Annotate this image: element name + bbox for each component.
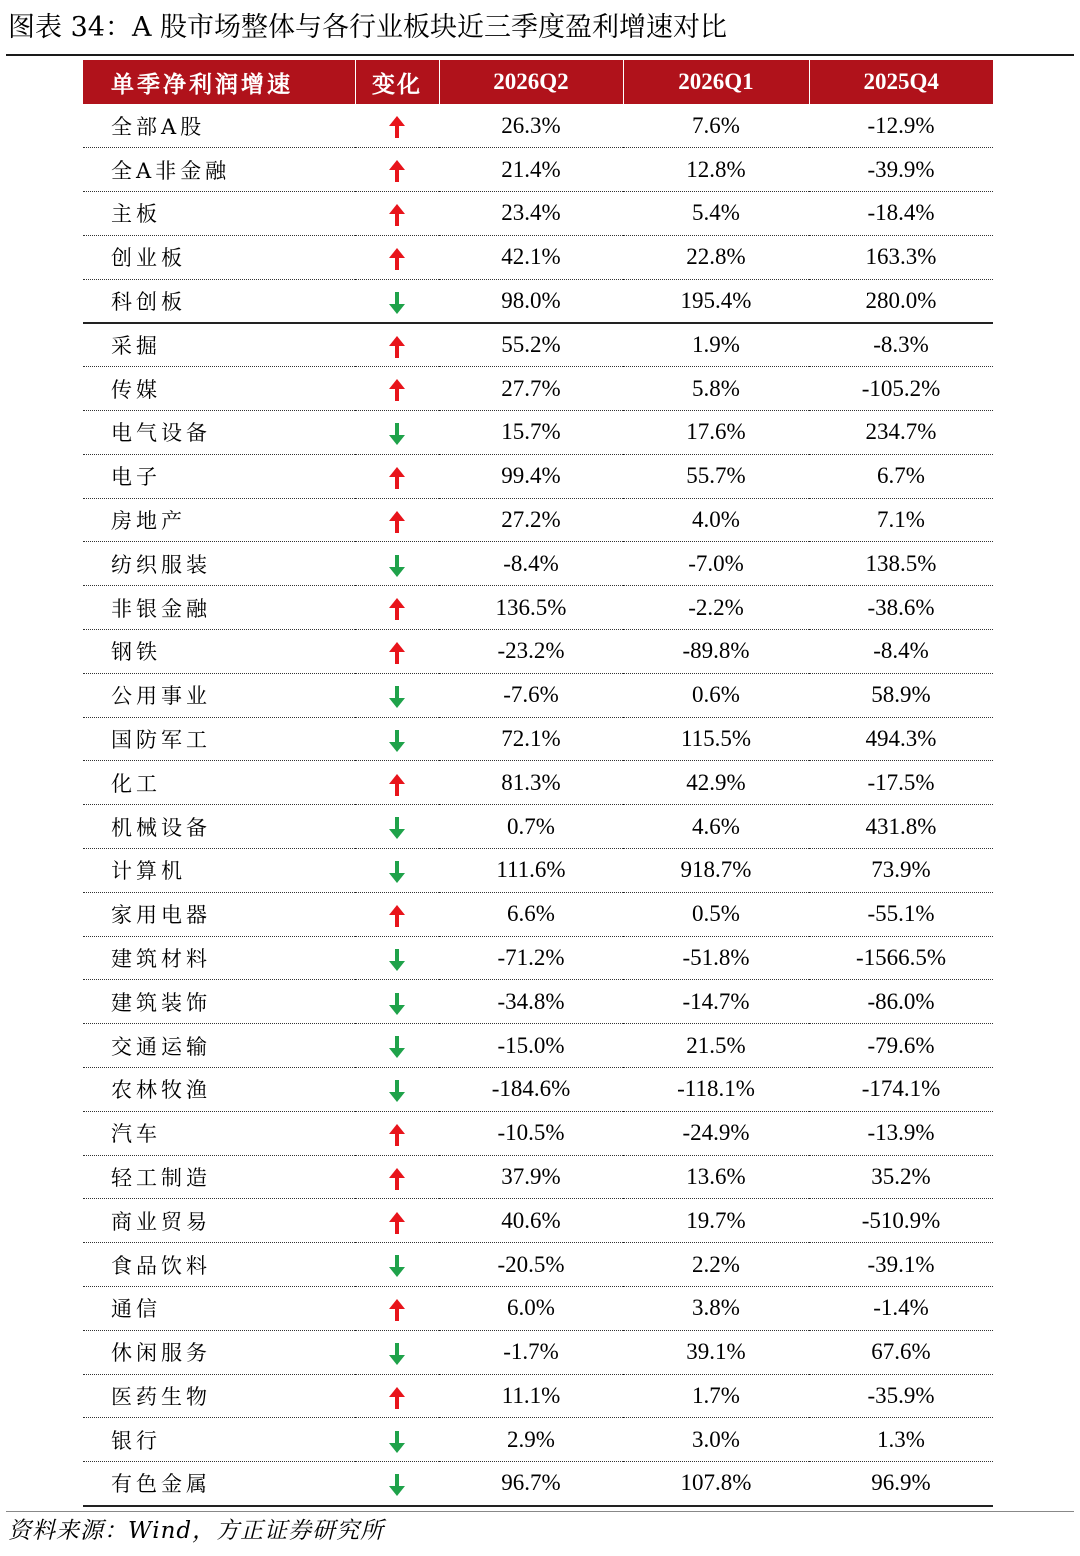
change-cell: [355, 192, 439, 236]
change-cell: [355, 235, 439, 279]
arrow-up-icon: [387, 598, 407, 620]
value-2026q1: 3.8%: [623, 1287, 809, 1331]
header-2026q1: 2026Q1: [623, 60, 809, 104]
value-2025q4: -38.6%: [809, 586, 993, 630]
change-cell: [355, 980, 439, 1024]
value-2025q4: 280.0%: [809, 279, 993, 323]
change-cell: [355, 104, 439, 148]
change-cell: [355, 1418, 439, 1462]
table-row: [83, 936, 993, 980]
arrow-up-icon: [387, 774, 407, 796]
value-2025q4: -79.6%: [809, 1024, 993, 1068]
value-2025q4: 73.9%: [809, 849, 993, 893]
arrow-down-icon: [387, 861, 407, 883]
arrow-up-icon: [387, 248, 407, 270]
value-2026q1: -2.2%: [623, 586, 809, 630]
arrow-up-icon: [387, 160, 407, 182]
value-2025q4: -86.0%: [809, 980, 993, 1024]
value-2026q1: 12.8%: [623, 148, 809, 192]
value-2026q1: -14.7%: [623, 980, 809, 1024]
title-rule: [6, 54, 1074, 56]
arrow-up-icon: [387, 1124, 407, 1146]
value-2026q1: 115.5%: [623, 717, 809, 761]
change-cell: [355, 498, 439, 542]
value-2026q2: -8.4%: [439, 542, 623, 586]
value-2026q1: -89.8%: [623, 630, 809, 674]
table-row: [83, 849, 993, 893]
row-label: 通信: [83, 1287, 355, 1331]
table-body: [83, 104, 993, 1506]
arrow-up-icon: [387, 1299, 407, 1321]
value-2026q2: 37.9%: [439, 1155, 623, 1199]
value-2026q1: -24.9%: [623, 1111, 809, 1155]
table-row: [83, 1462, 993, 1506]
change-cell: [355, 805, 439, 849]
value-2025q4: -35.9%: [809, 1374, 993, 1418]
value-2026q1: 55.7%: [623, 454, 809, 498]
value-2026q1: 17.6%: [623, 411, 809, 455]
value-2026q2: -7.6%: [439, 673, 623, 717]
table-row: [83, 1418, 993, 1462]
table-row: [83, 411, 993, 455]
row-label: 医药生物: [83, 1374, 355, 1418]
figure-title: 图表 34：A 股市场整体与各行业板块近三季度盈利增速对比: [8, 12, 728, 43]
header-2026q2: 2026Q2: [439, 60, 623, 104]
arrow-down-icon: [387, 1255, 407, 1277]
row-label: 非银金融: [83, 586, 355, 630]
change-cell: [355, 323, 439, 367]
arrow-up-icon: [387, 1387, 407, 1409]
row-label: 电气设备: [83, 411, 355, 455]
row-label: 交通运输: [83, 1024, 355, 1068]
value-2025q4: -13.9%: [809, 1111, 993, 1155]
arrow-down-icon: [387, 686, 407, 708]
row-label: 全A非金融: [83, 148, 355, 192]
value-2025q4: -39.9%: [809, 148, 993, 192]
value-2026q2: 81.3%: [439, 761, 623, 805]
change-cell: [355, 1374, 439, 1418]
profit-growth-table: [83, 60, 993, 1507]
arrow-down-icon: [387, 555, 407, 577]
value-2026q2: -1.7%: [439, 1330, 623, 1374]
value-2026q1: 3.0%: [623, 1418, 809, 1462]
row-label: 科创板: [83, 279, 355, 323]
value-2025q4: -12.9%: [809, 104, 993, 148]
change-cell: [355, 454, 439, 498]
value-2026q2: 21.4%: [439, 148, 623, 192]
row-label: 休闲服务: [83, 1330, 355, 1374]
value-2026q2: 55.2%: [439, 323, 623, 367]
value-2026q2: 15.7%: [439, 411, 623, 455]
table-row: [83, 980, 993, 1024]
arrow-down-icon: [387, 423, 407, 445]
value-2026q2: -15.0%: [439, 1024, 623, 1068]
value-2025q4: 96.9%: [809, 1462, 993, 1506]
arrow-down-icon: [387, 949, 407, 971]
row-label: 纺织服装: [83, 542, 355, 586]
row-label: 电子: [83, 454, 355, 498]
value-2026q2: -71.2%: [439, 936, 623, 980]
table-row: [83, 1330, 993, 1374]
value-2026q1: -51.8%: [623, 936, 809, 980]
change-cell: [355, 411, 439, 455]
value-2026q1: 0.5%: [623, 892, 809, 936]
value-2026q2: 6.0%: [439, 1287, 623, 1331]
table-row: [83, 454, 993, 498]
arrow-down-icon: [387, 292, 407, 314]
change-cell: [355, 542, 439, 586]
value-2026q2: 27.7%: [439, 367, 623, 411]
value-2026q2: -34.8%: [439, 980, 623, 1024]
value-2025q4: 494.3%: [809, 717, 993, 761]
row-label: 有色金属: [83, 1462, 355, 1506]
change-cell: [355, 1068, 439, 1112]
value-2026q1: 1.7%: [623, 1374, 809, 1418]
change-cell: [355, 1155, 439, 1199]
row-label: 国防军工: [83, 717, 355, 761]
header-metric: 单季净利润增速: [83, 60, 355, 104]
value-2026q2: 26.3%: [439, 104, 623, 148]
change-cell: [355, 761, 439, 805]
row-label: 轻工制造: [83, 1155, 355, 1199]
arrow-up-icon: [387, 642, 407, 664]
value-2026q1: 21.5%: [623, 1024, 809, 1068]
value-2026q2: 23.4%: [439, 192, 623, 236]
source-note: 资料来源：Wind，方正证券研究所: [8, 1518, 385, 1544]
value-2025q4: 234.7%: [809, 411, 993, 455]
change-cell: [355, 1330, 439, 1374]
change-cell: [355, 849, 439, 893]
table-row: [83, 323, 993, 367]
value-2026q1: 195.4%: [623, 279, 809, 323]
value-2025q4: 431.8%: [809, 805, 993, 849]
value-2026q2: -10.5%: [439, 1111, 623, 1155]
value-2026q2: -20.5%: [439, 1243, 623, 1287]
arrow-down-icon: [387, 1474, 407, 1496]
value-2026q1: 5.4%: [623, 192, 809, 236]
header-2025q4: 2025Q4: [809, 60, 993, 104]
arrow-up-icon: [387, 379, 407, 401]
row-label: 钢铁: [83, 630, 355, 674]
value-2026q2: -184.6%: [439, 1068, 623, 1112]
value-2026q2: 2.9%: [439, 1418, 623, 1462]
header-row: [83, 60, 993, 104]
value-2026q1: 4.0%: [623, 498, 809, 542]
change-cell: [355, 279, 439, 323]
row-label: 家用电器: [83, 892, 355, 936]
value-2026q1: 918.7%: [623, 849, 809, 893]
table-row: [83, 542, 993, 586]
value-2026q1: 1.9%: [623, 323, 809, 367]
value-2025q4: -18.4%: [809, 192, 993, 236]
table-row: [83, 498, 993, 542]
value-2026q1: 0.6%: [623, 673, 809, 717]
row-label: 公用事业: [83, 673, 355, 717]
value-2026q2: 98.0%: [439, 279, 623, 323]
row-label: 银行: [83, 1418, 355, 1462]
arrow-up-icon: [387, 467, 407, 489]
table-row: [83, 235, 993, 279]
value-2025q4: -105.2%: [809, 367, 993, 411]
table-row: [83, 761, 993, 805]
row-label: 化工: [83, 761, 355, 805]
value-2026q2: 111.6%: [439, 849, 623, 893]
value-2025q4: 67.6%: [809, 1330, 993, 1374]
table-row: [83, 1199, 993, 1243]
change-cell: [355, 1462, 439, 1506]
arrow-down-icon: [387, 1080, 407, 1102]
value-2025q4: 7.1%: [809, 498, 993, 542]
value-2025q4: 58.9%: [809, 673, 993, 717]
value-2026q2: 42.1%: [439, 235, 623, 279]
table-row: [83, 192, 993, 236]
value-2026q1: -7.0%: [623, 542, 809, 586]
value-2025q4: 163.3%: [809, 235, 993, 279]
row-label: 创业板: [83, 235, 355, 279]
change-cell: [355, 1024, 439, 1068]
arrow-up-icon: [387, 1168, 407, 1190]
value-2026q1: 4.6%: [623, 805, 809, 849]
value-2026q2: -23.2%: [439, 630, 623, 674]
value-2026q2: 99.4%: [439, 454, 623, 498]
row-label: 传媒: [83, 367, 355, 411]
table-row: [83, 279, 993, 323]
change-cell: [355, 1287, 439, 1331]
table-row: [83, 586, 993, 630]
row-label: 建筑装饰: [83, 980, 355, 1024]
table-row: [83, 805, 993, 849]
change-cell: [355, 148, 439, 192]
arrow-up-icon: [387, 116, 407, 138]
arrow-down-icon: [387, 1431, 407, 1453]
value-2025q4: -1.4%: [809, 1287, 993, 1331]
value-2025q4: 35.2%: [809, 1155, 993, 1199]
row-label: 建筑材料: [83, 936, 355, 980]
value-2026q1: 22.8%: [623, 235, 809, 279]
table-row: [83, 1068, 993, 1112]
arrow-up-icon: [387, 336, 407, 358]
value-2026q2: 11.1%: [439, 1374, 623, 1418]
arrow-down-icon: [387, 1343, 407, 1365]
change-cell: [355, 367, 439, 411]
change-cell: [355, 586, 439, 630]
value-2026q1: 5.8%: [623, 367, 809, 411]
arrow-down-icon: [387, 730, 407, 752]
table-row: [83, 1024, 993, 1068]
value-2025q4: -39.1%: [809, 1243, 993, 1287]
value-2025q4: -174.1%: [809, 1068, 993, 1112]
value-2025q4: -17.5%: [809, 761, 993, 805]
value-2026q1: 13.6%: [623, 1155, 809, 1199]
value-2026q1: 42.9%: [623, 761, 809, 805]
value-2026q2: 96.7%: [439, 1462, 623, 1506]
table-row: [83, 1287, 993, 1331]
row-label: 食品饮料: [83, 1243, 355, 1287]
change-cell: [355, 717, 439, 761]
change-cell: [355, 1111, 439, 1155]
table-row: [83, 148, 993, 192]
row-label: 计算机: [83, 849, 355, 893]
change-cell: [355, 892, 439, 936]
value-2025q4: -1566.5%: [809, 936, 993, 980]
value-2026q2: 72.1%: [439, 717, 623, 761]
value-2026q1: 19.7%: [623, 1199, 809, 1243]
value-2026q2: 40.6%: [439, 1199, 623, 1243]
row-label: 主板: [83, 192, 355, 236]
change-cell: [355, 936, 439, 980]
table-row: [83, 892, 993, 936]
row-label: 商业贸易: [83, 1199, 355, 1243]
arrow-down-icon: [387, 817, 407, 839]
change-cell: [355, 630, 439, 674]
table-row: [83, 104, 993, 148]
change-cell: [355, 1243, 439, 1287]
table-row: [83, 1155, 993, 1199]
value-2025q4: 6.7%: [809, 454, 993, 498]
value-2025q4: -8.3%: [809, 323, 993, 367]
row-label: 房地产: [83, 498, 355, 542]
value-2026q1: -118.1%: [623, 1068, 809, 1112]
table-row: [83, 367, 993, 411]
value-2026q1: 39.1%: [623, 1330, 809, 1374]
table-row: [83, 717, 993, 761]
row-label: 农林牧渔: [83, 1068, 355, 1112]
arrow-up-icon: [387, 511, 407, 533]
arrow-down-icon: [387, 993, 407, 1015]
row-label: 汽车: [83, 1111, 355, 1155]
table-row: [83, 1374, 993, 1418]
value-2026q2: 0.7%: [439, 805, 623, 849]
table-row: [83, 1111, 993, 1155]
row-label: 全部A股: [83, 104, 355, 148]
arrow-down-icon: [387, 1036, 407, 1058]
value-2026q1: 107.8%: [623, 1462, 809, 1506]
table-row: [83, 630, 993, 674]
table-row: [83, 673, 993, 717]
table-row: [83, 1243, 993, 1287]
value-2025q4: -8.4%: [809, 630, 993, 674]
change-cell: [355, 1199, 439, 1243]
row-label: 机械设备: [83, 805, 355, 849]
arrow-up-icon: [387, 1212, 407, 1234]
value-2025q4: -510.9%: [809, 1199, 993, 1243]
value-2026q2: 27.2%: [439, 498, 623, 542]
row-label: 采掘: [83, 323, 355, 367]
header-change: 变化: [355, 60, 439, 104]
arrow-up-icon: [387, 905, 407, 927]
value-2026q1: 7.6%: [623, 104, 809, 148]
value-2026q2: 136.5%: [439, 586, 623, 630]
value-2025q4: 1.3%: [809, 1418, 993, 1462]
change-cell: [355, 673, 439, 717]
value-2026q1: 2.2%: [623, 1243, 809, 1287]
value-2025q4: 138.5%: [809, 542, 993, 586]
value-2025q4: -55.1%: [809, 892, 993, 936]
value-2026q2: 6.6%: [439, 892, 623, 936]
arrow-up-icon: [387, 204, 407, 226]
